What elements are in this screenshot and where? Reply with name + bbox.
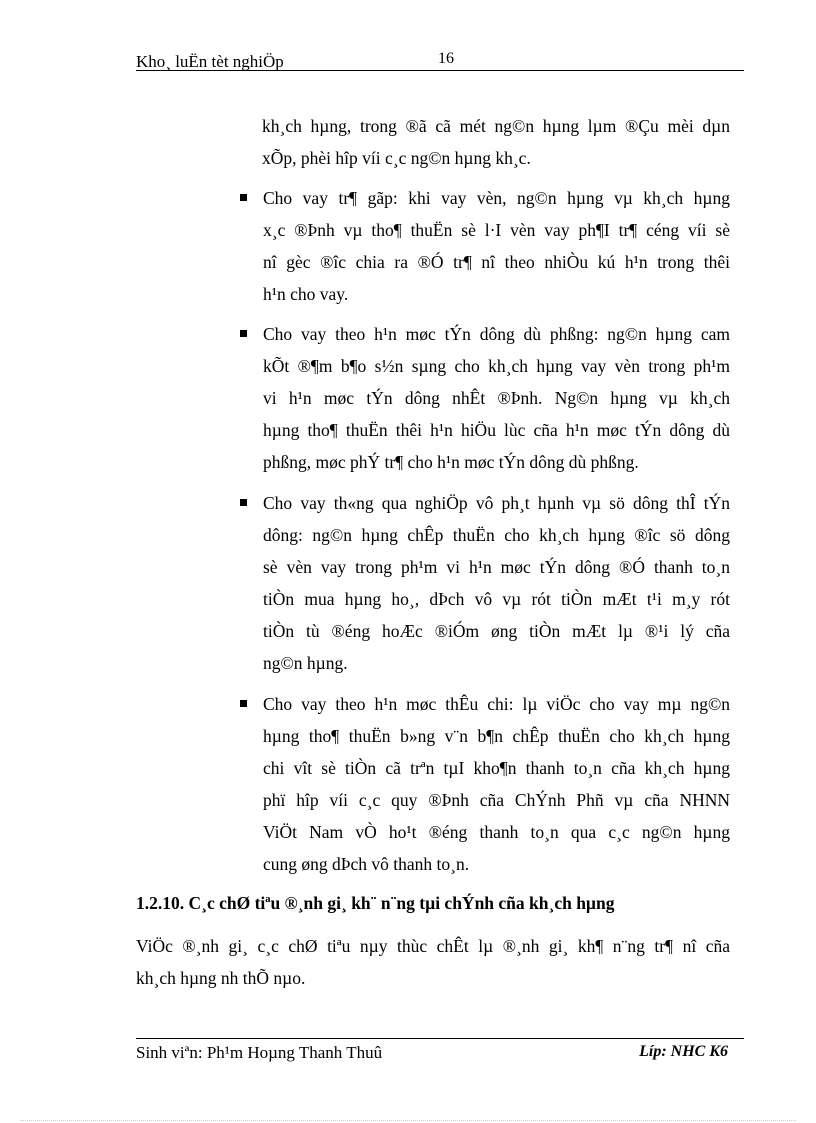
text-line: dông: ng©n hµng chÊp thuËn cho kh¸ch hµng ®îc sö dông [263, 525, 730, 545]
header-title: Kho¸ luËn tèt nghiÖp [136, 52, 284, 71]
text-line: x¸c ®Þnh vµ tho¶ thuËn sè l·I vèn vay ph¶I tr¶ céng víi sè [263, 220, 730, 240]
text-line: phï hîp víi c¸c quy ®Þnh cña ChÝnh Phñ vµ cña NHNN [263, 790, 730, 810]
text-line: Cho vay tr¶ gãp: khi vay vèn, ng©n hµng vµ kh¸ch hµng [263, 188, 730, 208]
continuation-paragraph [262, 110, 730, 174]
page-bottom-edge [20, 1120, 796, 1121]
section-body [136, 930, 730, 994]
text-line: kh¸ch hµng nh thÕ nµo. [136, 968, 306, 988]
section-heading: 1.2.10. C¸c chØ tiªu ®¸nh gi¸ kh¨ n¨ng tµi chÝnh cña kh¸ch hµng [136, 893, 615, 913]
text-line: phßng, møc phÝ tr¶ cho h¹n møc tÝn dông dù phßng. [263, 452, 639, 472]
text-line: cung øng dÞch vô thanh to¸n. [263, 854, 470, 874]
text-line: Cho vay th«ng qua nghiÖp vô ph¸t hµnh vµ sö dông thÎ tÝn [263, 493, 730, 513]
bullet-square-icon [240, 700, 247, 707]
footer-student: Sinh viªn: Ph¹m Hoµng Thanh Thuû [136, 1043, 383, 1062]
text-line: ViÖc ®¸nh gi¸ c¸c chØ tiªu nµy thùc chÊt lµ ®¸nh gi¸ kh¶ n¨ng tr¶ nî cña [136, 936, 730, 956]
text-line: kÕt ®¶m b¶o s½n sµng cho kh¸ch hµng vay vèn trong ph¹m [263, 356, 730, 376]
text-line: ViÖt Nam vÒ ho¹t ®éng thanh to¸n qua c¸c ng©n hµng [263, 822, 730, 842]
text-line: Cho vay theo h¹n møc tÝn dông dù phßng: ng©n hµng cam [263, 324, 730, 344]
text-line: hµng tho¶ thuËn b»ng v¨n b¶n chÊp thuËn cho kh¸ch hµng [263, 726, 730, 746]
text-line: nî gèc ®îc chia ra ®Ó tr¶ nî theo nhiÒu kú h¹n trong thêi [263, 252, 730, 272]
text-line: sè vèn vay trong ph¹m vi h¹n møc tÝn dông ®Ó thanh to¸n [263, 557, 730, 577]
page-number: 16 [438, 50, 454, 67]
text-line: tiÒn mua hµng ho¸, dÞch vô vµ rót tiÒn mÆt t¹i m¸y rót [263, 589, 730, 609]
text-line: vi h¹n møc tÝn dông nhÊt ®Þnh. Ng©n hµng vµ kh¸ch [263, 388, 730, 408]
bullet-text [263, 487, 730, 679]
text-line: h¹n cho vay. [263, 284, 349, 304]
text-line: chi vît sè tiÒn cã trªn tµI kho¶n thanh to¸n cña kh¸ch hµng [263, 758, 730, 778]
text-line: ng©n hµng. [263, 653, 348, 673]
bullet-square-icon [240, 499, 247, 506]
bullet-square-icon [240, 194, 247, 201]
text-line: tiÒn tù ®éng hoÆc ®iÓm øng tiÒn mÆt lµ ®¹i lý cña [263, 621, 730, 641]
bullet-text [263, 318, 730, 478]
text-line: hµng tho¶ thuËn thêi h¹n hiÖu lùc cña h¹n møc tÝn dông dù [263, 420, 730, 440]
text-line: kh¸ch hµng, trong ®ã cã mét ng©n hµng lµm ®Çu mèi dµn [262, 116, 730, 136]
text-line: xÕp, phèi hîp víi c¸c ng©n hµng kh¸c. [262, 148, 531, 168]
footer-class: Líp: NHC K6 [639, 1043, 728, 1060]
footer-divider [136, 1038, 744, 1039]
bullet-square-icon [240, 330, 247, 337]
page-header [136, 50, 744, 71]
bullet-text [263, 182, 730, 310]
text-line: Cho vay theo h¹n møc thÊu chi: lµ viÖc cho vay mµ ng©n [263, 694, 730, 714]
bullet-text [263, 688, 730, 880]
